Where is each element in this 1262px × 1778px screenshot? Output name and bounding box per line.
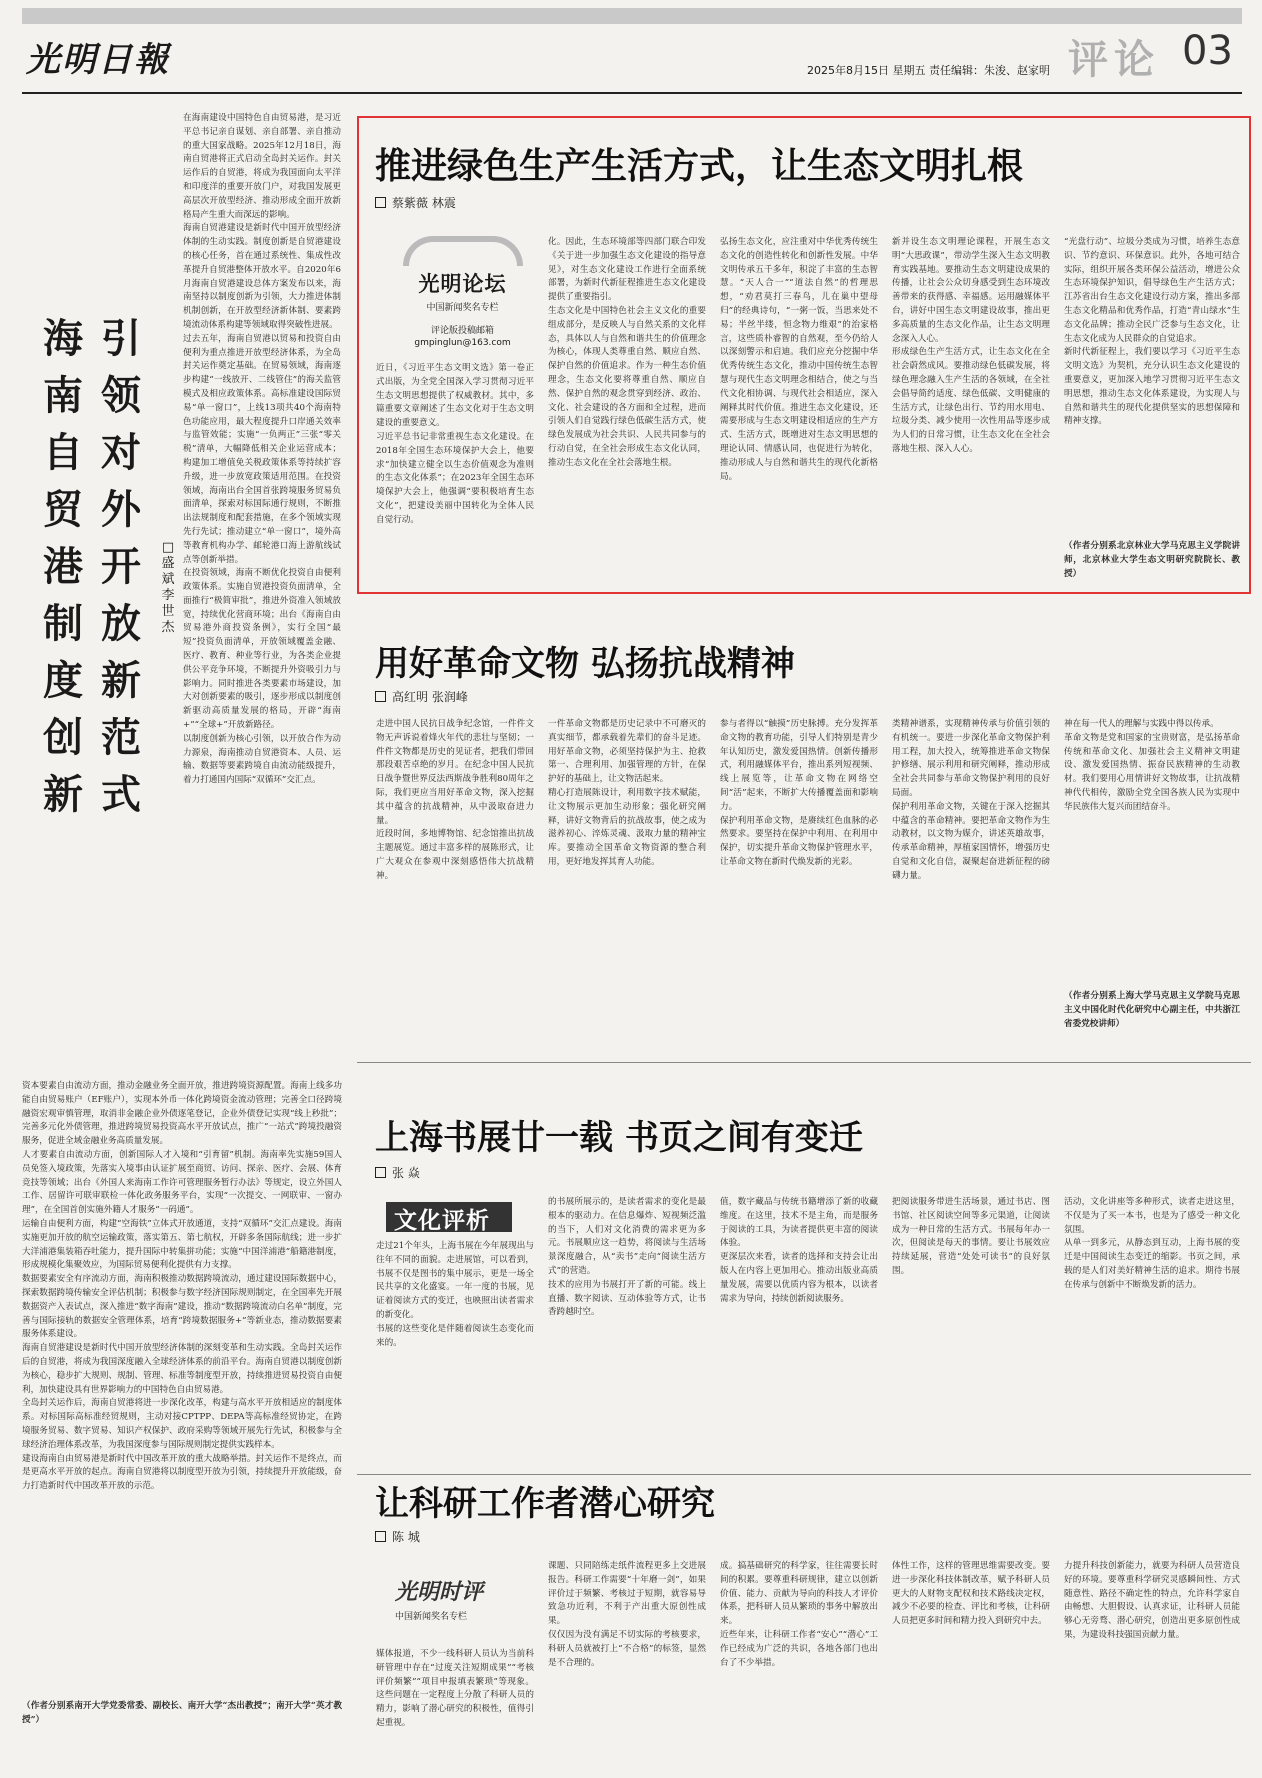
badge2-subtitle: 中国新闻奖名专栏 — [395, 1612, 468, 1622]
article1-col3: 弘扬生态文化，应注重对中华优秀传统生态文化的创造性转化和创新性发展。中华文明传承五千多年，积淀了丰富的生态智慧。“天人合一”“道法自然”的哲理思想，“劝君莫打三春鸟，儿在巢中望母归”的经典诗句，“一粥一饭，当思来处不易；半丝半缕，恒念物力维艰”的治家格言，这些质朴睿智的自然观，至今仍给人以深刻警示和启迪。我们应充分挖掘中华优秀传统生态文化，推动中国传统生态智慧与现代生态文明理念相结合，使之与当代文化相协调、与现代社会相适应，深入阐释其时代价值。推进生态文化建设，还需要形成与生态文明建设相适应的生产方式、生活方式，既增进对生态文明思想的理论认同、情感认同，也促进行为转化，推动形成人与自然和谐共生的现代化新格局。 — [720, 237, 878, 482]
article4-col5: 力提升科技创新能力，就要为科研人员营造良好的环境。要尊重科学研究灵感瞬间性、方式随意性、路径不确定性的特点，允许科学家自由畅想、大胆假设、认真求证，让科研人员能够心无旁骛、潜心研究，创造出更多原创性成果，为建设科技强国贡献力量。 — [1064, 1561, 1240, 1640]
article3-title: 上海书展廿一载 书页之间有变迁 — [375, 1118, 863, 1158]
article4-col2: 课题、只同陪练走纸件流程更多上交进展报告。科研工作需要“十年磨一剑”，如果评价过于频繁、考核过于短期，就容易导致急功近利，不利于产出重大原创性成果。 仅仅因为没有满足不切实际的考核要求，科研人员就被打上“不合格”的标签，显然是不合理的。 — [548, 1561, 706, 1668]
article2-footnote: （作者分别系上海大学马克思主义学院马克思主义中国化时代化研究中心副主任，中共浙江省委党校讲师） — [1064, 991, 1240, 1029]
dateline: 2025年8月15日 星期五 责任编辑：朱浚、赵家明 — [807, 64, 1050, 77]
article3-byline: 张 焱 — [375, 1164, 420, 1181]
article2-col4: 类精神谱系，实现精神传承与价值引领的有机统一。要进一步深化革命文物保护利用工程，加大投入，统筹推进革命文物保护修缮、展示利用和研究阐释，推动形成全社会共同参与革命文物保护利用的良好局面。 保护利用革命文物，关键在于深入挖掘其中蕴含的革命精神。要把革命文物作为生动教材，以文物为媒介，讲述英雄故事，传承革命精神，厚植家国情怀，增强历史自觉和文化自信，凝聚起奋进新征程的磅礴力量。 — [892, 719, 1050, 881]
article3-col1: 走过21个年头，上海书展在今年展现出与往年不同的面貌。走进展馆，可以看到，书展不仅是图书的集中展示，更是一场全民共享的文化盛宴。一年一度的书展，见证着阅读方式的变迁，也映照出读者需求的新变化。 书展的这些变化是伴随着阅读生态变化而来的。 — [376, 1241, 534, 1348]
article2-byline: 高红明 张润峰 — [375, 688, 468, 705]
article1-column-badge — [390, 236, 535, 356]
badge-email: gmpinglun@163.com — [414, 338, 511, 348]
article4-col4: 体性工作，这样的管理思维需要改变。要进一步深化科技体制改革，赋予科研人员更大的人财物支配权和技术路线决定权，减少不必要的检查、评比和考核，让科研人员把更多时间和精力投入到研究中去。 — [892, 1561, 1050, 1627]
article1-byline: 蔡紫薇 林震 — [375, 194, 456, 211]
left-feature-col2: 资本要素自由流动方面，推动金融业务全面开放，推进跨境资源配置。海南上线多功能自由贸易账户（EF账户），实现本外币一体化跨境资金流动管理；完善全口径跨境融资宏观审慎管理，取消非金融企业外债逐笔登记，企业外债登记实现“线上秒批”；完善多元化外债管理，推进跨境贸易投资高水平开放试点，推广“一站式”跨境投融资服务，促进全域金融业务高质量发展。 人才要素自由流动方面，创新国际人才入境和“引育留”机制。海南率先实施59国人员免签入境政策，先落实入境事由认证扩展至商贸、访问、探亲、医疗、会展、体育竞技等领域；出台《外国人来海南工作许可管理服务暂行办法》等规定，设立外国人工作、居留许可联审联检一体化政务服务平台，实现“一次提交、一网联审、一窗办理”，在全国首创实施外籍人才服务“一码通”。 运输自由便利方面，构建“空海铁”立体式开放通道，支持“双循环”交汇点建设。海南实施更加开放的航空运输政策，落实第五、第七航权，开辟多条国际航线；进一步扩大洋浦港集装箱吞吐能力，提升国际中转集拼功能；实施“中国洋浦港”船籍港制度，形成规模化集聚效应，为国际贸易便利化提供有力支撑。 数据要素安全有序流动方面，海南积极推动数据跨境流动，通过建设国际数据中心，探索数据跨境传输安全评估机制；积极参与数字经济国际规则制定，在全国率先开展数据资产入表试点，深入推进“数字海南”建设，推动“数据跨境流动白名单”制度，完善与国际接轨的数据安全管理体系，培育“跨境数据服务+”等新业态，推动数据要素服务体系建设。 海南自贸港建设是新时代中国开放型经济体制的深刻变革和生动实践。全岛封关运作后的自贸港，将成为我国深度融入全球经济体系的前沿平台。海南自贸港以制度创新为核心，稳步扩大规则、规制、管理、标准等制度型开放，持续推进贸易投资自由便利，加快建设具有世界影响力的中国特色自由贸易港。 全岛封关运作后，海南自贸港将进一步深化改革，构建与高水平开放相适应的制度体系。对标国际高标准经贸规则，主动对接CPTPP、DEPA等高标准经贸协定，在跨境服务贸易、数字贸易、知识产权保护、政府采购等领域开展先行先试，积极参与全球经济治理体系改革，为我国深度参与国际规则制定提供实践样本。 建设海南自由贸易港是新时代中国改革开放的重大战略举措。封关运作不是终点，而是更高水平开放的起点。海南自贸港将以制度型开放为引领，持续提升开放能级，奋力打造新时代中国改革开放的示范。 — [22, 1081, 342, 1492]
article2-col1: 走进中国人民抗日战争纪念馆，一件件文物无声诉说着烽火年代的悲壮与坚韧；一件件文物都是历史的见证者，把我们带回那段艰苦卓绝的岁月。在纪念中国人民抗日战争暨世界反法西斯战争胜利80周年之际，我们更应当用好革命文物，深入挖掘其中蕴含的抗战精神，从中汲取奋进力量。 近段时间，多地博物馆、纪念馆推出抗战主题展览。通过丰富多样的展陈形式，让广大观众在参观中深刻感悟伟大抗战精神。 — [376, 719, 534, 881]
left-feature-col1: 在海南建设中国特色自由贸易港，是习近平总书记亲自谋划、亲自部署、亲自推动的重大国家战略。2025年12月18日，海南自贸港将正式启动全岛封关运作。封关运作后的自贸港，将成为我国面向太平洋和印度洋的重要开放门户，对我国发展更高层次开放型经济、推动形成全面开放新格局产生重大而深远的影响。 海南自贸港建设是新时代中国开放型经济体制的生动实践。制度创新是自贸港建设的核心任务，首在通过系统性、集成性改革提升自贸港整体开放水平。自2020年6月海南自贸港建设总体方案发布以来，海南坚持以制度创新为引领，大力推进体制机制创新，在开放型经济新体制、要素跨境流动体系构建等领域取得突破性进展。 过去五年，海南自贸港以贸易和投资自由便利为重点推进开放型经济体系，为全岛封关运作奠定基础。在贸易领域，海南逐步构建“一线放开、二线管住”的海关监管模式及相应政策体系。高标准建设国际贸易“单一窗口”，上线13项共40个海南特色功能应用，最大程度提升口岸通关效率与监管效能；实施“一负两正”三张“零关税”清单，大幅降低相关企业运营成本；构建加工增值免关税政策体系等持续扩容升级，进一步放宽政策适用范围。在投资领域，海南出台全国首张跨境服务贸易负面清单，探索对标国际通行规则，不断推出法规制度和配套措施，在多个领域实现先行先试；推动建立“单一窗口”，境外高等教育机构办学、邮轮港口海上游航线试点等创新举措。 在投资领域，海南不断优化投资自由便利政策体系。实施自贸港投资负面清单，全面推行“极简审批”，推进外资准入领域放宽，持续优化营商环境；出台《海南自由贸易港外商投资条例》，实行全国“最短”投资负面清单，开放领域覆盖金融、医疗、教育、种业等行业，为各类企业提供公平竞争环境，不断提升外资吸引力与影响力。同时推进各类要素市场建设，加大对创新要素的吸引，逐步形成以制度创新驱动高质量发展的格局，开辟“海南+”“全球+”开放新路径。 以制度创新为核心引领，以开放合作为动力源泉，海南推动自贸港资本、人员、运输、数据等要素跨境自由流动能级提升，着力打通国内国际“双循环”交汇点。 — [183, 113, 341, 786]
newspaper-logo: 光明日報 — [26, 40, 170, 80]
article3-col3: 值，数字藏品与传统书籍增添了新的收藏维度。在这里，技术不是主角，而是服务于阅读的工具，为读者提供更丰富的阅读体验。 更深层次来看，读者的选择和支持会让出版人在内容上更加用心。推动出版业高质量发展，需要以优质内容为根本，以读者需求为导向，持续创新阅读服务。 — [720, 1197, 878, 1304]
article3-col5: 活动，文化讲座等多种形式，读者走进这里，不仅是为了买一本书，也是为了感受一种文化氛围。 从单一到多元，从静态到互动，上海书展的变迁是中国阅读生态变迁的缩影。书页之间，承载的是人们对美好精神生活的追求。期待书展在传承与创新中不断焕发新的活力。 — [1064, 1197, 1240, 1290]
badge-contact-label: 评论版投稿邮箱 — [430, 326, 494, 336]
article2-col3: 参与者得以“触摸”历史脉搏。充分发挥革命文物的教育功能，引导人们特别是青少年认知历史，激发爱国热情。创新传播形式，利用融媒体平台，推出系列短视频、线上展览等，让革命文物在网络空间“活”起来，不断扩大传播覆盖面和影响力。 保护利用革命文物，是赓续红色血脉的必然要求。要坚持在保护中利用、在利用中保护，切实提升革命文物保护管理水平，让革命文物在新时代焕发新的光彩。 — [720, 719, 878, 867]
section-divider — [357, 1474, 1251, 1475]
masthead-rule — [22, 92, 1242, 94]
article2-col5: 神在每一代人的理解与实践中得以传承。 革命文物是党和国家的宝贵财富，是弘扬革命传统和革命文化、加强社会主义精神文明建设、激发爱国热情、振奋民族精神的生动教材。我们要用心用情讲好文物故事，让抗战精神代代相传，激励全党全国各族人民为实现中华民族伟大复兴而团结奋斗。 — [1064, 719, 1240, 812]
left-feature-title-left: 海南自贸港制度创新 — [43, 315, 83, 818]
badge-subtitle: 中国新闻奖名专栏 — [426, 303, 499, 313]
article4-column-badge — [395, 1575, 530, 1635]
section-divider — [357, 1062, 1251, 1063]
article4-col1: 媒体报道，不少一线科研人员认为当前科研管理中存在“过度关注短期成果”“考核评价频繁”“项目申报填表繁琐”等现象。这些问题在一定程度上分散了科研人员的精力，影响了潜心研究的积极性，值得引起重视。 — [376, 1649, 534, 1728]
article2-title: 用好革命文物 弘扬抗战精神 — [375, 644, 795, 684]
article1-footnote: （作者分别系北京林业大学马克思主义学院讲师，北京林业大学生态文明研究院院长、教授） — [1064, 541, 1240, 579]
left-feature-title-right: 引领对外开放新范式 — [101, 315, 141, 818]
badge-name: 光明论坛 — [418, 271, 507, 296]
masthead — [22, 8, 1242, 86]
article4-title: 让科研工作者潜心研究 — [375, 1484, 715, 1524]
article3-tag: 文化评析 — [394, 1207, 490, 1234]
left-feature-footnote: （作者分别系南开大学党委常委、副校长、南开大学“杰出教授”；南开大学“英才教授”） — [22, 1701, 342, 1725]
page-number: 03 — [1182, 28, 1233, 74]
article4-byline: 陈 城 — [375, 1528, 420, 1545]
article2-col2: 一件革命文物都是历史记录中不可磨灭的真实细节，都承载着先辈们的奋斗足迹。用好革命文物，必须坚持保护为主、抢救第一、合理利用、加强管理的方针，在保护好的基础上，让文物活起来。 精心打造展陈设计，利用数字技术赋能，让文物展示更加生动形象；强化研究阐释，讲好文物背后的抗战故事，使之成为滋养初心、淬炼灵魂、汲取力量的精神宝库。要推动全国革命文物资源的整合利用，更好地发挥其育人功能。 — [548, 719, 706, 867]
masthead-top-bar — [22, 8, 1242, 24]
article1-col5: “光盘行动”、垃圾分类成为习惯，培养生态意识、节约意识、环保意识。此外，各地可结合实际，组织开展各类环保公益活动，增进公众生态环境保护知识，倡导绿色生产生活方式；江苏省出台生态文化建设行动方案，推出多部生态文化精品和优秀作品，打造“青山绿水”生态文化品牌；推动全民广泛参与生态文化，让生态文化成为人民群众的自觉追求。 新时代新征程上，我们要以学习《习近平生态文明文选》为契机，充分认识生态文化建设的重要意义，更加深入地学习贯彻习近平生态文明思想，推动生态文化体系建设，为实现人与自然和谐共生的现代化提供坚实的思想保障和精神支撑。 — [1064, 237, 1240, 427]
article4-col3: 成。搞基础研究的科学家，往往需要长时间的积累。要尊重科研规律，建立以创新价值、能力、贡献为导向的科技人才评价体系，把科研人员从繁琐的事务中解放出来。 近些年来，让科研工作者“安心”“潜心”工作已经成为广泛的共识，各地各部门也出台了不少举措。 — [720, 1561, 878, 1668]
badge2-name: 光明时评 — [395, 1579, 484, 1605]
left-feature-authors: □盛斌 李世杰 — [161, 540, 175, 635]
article1-col4: 新并设生态文明理论课程，开展生态文明“大思政课”，带动学生深入生态文明教育实践基地。要推动生态文明建设成果的传播，让社会公众切身感受到生态环境改善带来的获得感、幸福感。运用融媒体平台，讲好中国生态文明建设故事，推出更多高质量的生态文化作品，让生态文明理念深入人心。 形成绿色生产生活方式，让生态文化在全社会蔚然成风。要推动绿色低碳发展，将绿色理念融入生产生活的各领域，在全社会倡导简约适度、绿色低碳、文明健康的生活方式，让绿色出行、节约用水用电、垃圾分类、减少使用一次性用品等逐步成为人们的日常习惯，让生态文化在全社会落地生根、深入人心。 — [892, 237, 1050, 454]
article1-col2: 化。因此，生态环境部等四部门联合印发《关于进一步加强生态文化建设的指导意见》，对生态文化建设工作进行全面系统部署，为新时代新征程推进生态文化建设提供了重要指引。 生态文化是中国特色社会主义文化的重要组成部分，是反映人与自然关系的文化样态，具体以人与自然和谐共生的价值理念为核心，体现人类尊重自然、顺应自然、保护自然的价值追求。作为一种生态价值理念，生态文化要将尊重自然、顺应自然、保护自然的观念贯穿到经济、政治、文化、社会建设的各方面和全过程，进而引领人们自觉践行绿色低碳生活方式，使绿色发展成为社会共识、人民共同参与的行动自觉，在全社会形成生态文化认同，推动生态文化在全社会落地生根。 — [548, 237, 706, 468]
article1-title: 推进绿色生产生活方式，让生态文明扎根 — [375, 145, 1024, 187]
section-title: 评论 — [1068, 36, 1160, 83]
article3-col2: 的书展所展示的，是读者需求的变化是最根本的驱动力。在信息爆炸、短视频泛滥的当下，人们对文化消费的需求更为多元。书展顺应这一趋势，将阅读与生活场景深度融合，从“卖书”走向“阅读生活方式”的营造。 技术的应用为书展打开了新的可能。线上直播、数字阅读、互动体验等方式，让书香跨越时空。 — [548, 1197, 706, 1318]
article1-col1: 近日，《习近平生态文明文选》第一卷正式出版，为全党全国深入学习贯彻习近平生态文明思想提供了权威教材。其中，多篇重要文章阐述了生态文化对于生态文明建设的重要意义。 习近平总书记非常重视生态文化建设。在2018年全国生态环境保护大会上，他要求“加快建立健全以生态价值观念为准则的生态文化体系”；在2023年全国生态环境保护大会上，他强调“要积极培育生态文化”，把建设美丽中国转化为全体人民自觉行动。 — [376, 363, 534, 525]
badge-arc-icon — [403, 236, 523, 266]
article3-col4: 把阅读服务带进生活场景，通过书店、图书馆、社区阅读空间等多元渠道，让阅读成为一种日常的生活方式。书展每年办一次，但阅读是每天的事情。要让书展效应持续延展，营造“处处可读书”的良好氛围。 — [892, 1197, 1050, 1276]
